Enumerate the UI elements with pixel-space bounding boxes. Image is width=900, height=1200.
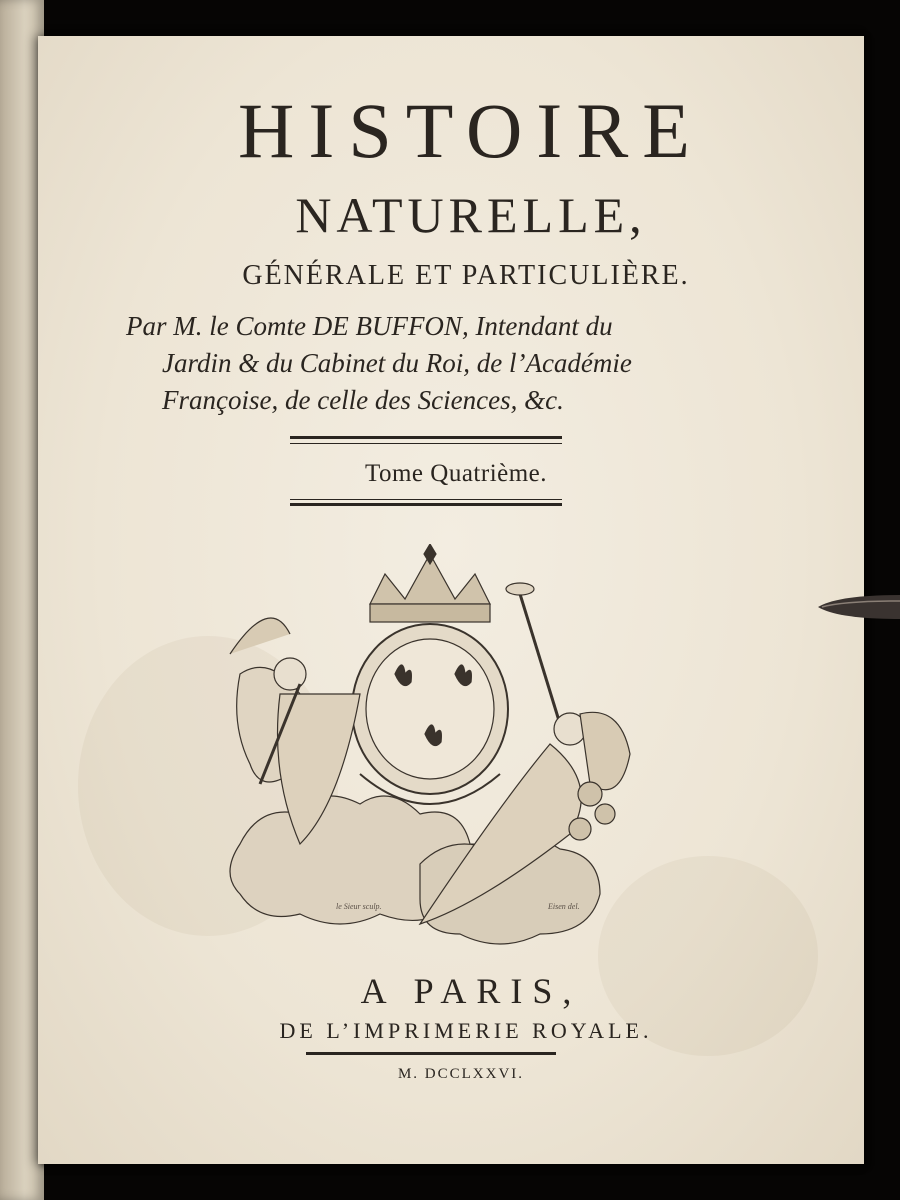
rule-bottom-thin — [290, 499, 562, 500]
rule-bottom-thick — [290, 503, 562, 506]
engraver-credit: le Sieur sculp. — [336, 902, 382, 911]
royal-arms-vignette-icon — [220, 544, 640, 954]
imprint-rule — [306, 1052, 556, 1055]
imprint-city: A PARIS, — [360, 971, 582, 1011]
imprint-date: M. DCCLXXVI. — [397, 1066, 525, 1082]
author-line-3: Françoise, de celle des Sciences, &c. — [162, 385, 564, 415]
title-naturelle: NATURELLE, — [295, 187, 647, 243]
rule-top-thick — [290, 436, 562, 439]
imprint-printer: DE L’IMPRIMERIE ROYALE. — [279, 1018, 653, 1043]
title-subtitle: GÉNÉRALE ET PARTICULIÈRE. — [242, 260, 690, 291]
author-block — [126, 308, 766, 419]
pen-tip-icon — [818, 592, 900, 622]
title-histoire: HISTOIRE — [238, 87, 704, 174]
author-line-1: Par M. le Comte DE BUFFON, Intendant du — [126, 311, 613, 341]
author-line-2: Jardin & du Cabinet du Roi, de l’Académie — [162, 348, 632, 378]
volume-label: Tome Quatrième. — [364, 460, 548, 487]
rule-top-thin — [290, 443, 562, 444]
title-page — [38, 36, 864, 1164]
designer-credit: Eisen del. — [548, 902, 580, 911]
